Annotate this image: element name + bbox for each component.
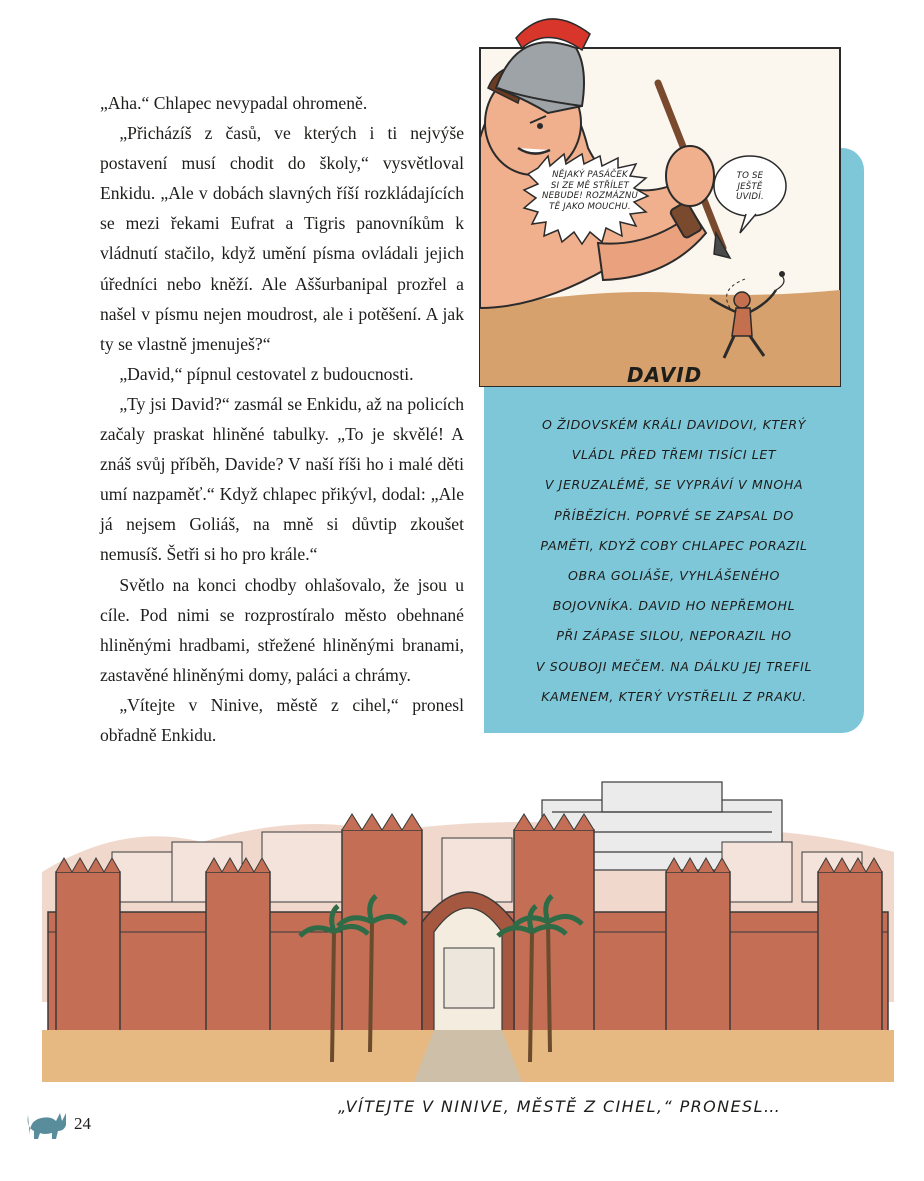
goliath-speech	[542, 170, 638, 212]
paragraph: „Vítejte v Ninive, městě z cihel,“ pronesl obřadně Enkidu.	[100, 694, 464, 745]
bubble-line: JEŠTĚ	[737, 181, 763, 192]
nineveh-city-illustration	[42, 772, 894, 1082]
goliath-david-illustration	[478, 8, 866, 388]
paragraph: Světlo na konci chodby ohlašovalo, že jsou u cíle. Pod nimi se rozprostíralo město obehnané hliněnými hradbami, střežené hliněnými branami, zastavěné hliněnými domy, paláci a chrámy.	[100, 574, 464, 685]
info-line: PAMĚTI, KDYŽ COBY CHLAPEC PORAZIL	[540, 537, 808, 553]
info-line: PŘÍBĚZÍCH. POPRVÉ SE ZAPSAL DO	[554, 507, 794, 523]
cat-icon	[24, 1101, 70, 1141]
paragraph: „Aha.“ Chlapec nevypadal ohromeně.	[100, 93, 368, 113]
page-number: 24	[74, 1114, 91, 1133]
info-line: VLÁDL PŘED TŘEMI TISÍCI LET	[571, 447, 777, 463]
david-speech	[718, 171, 782, 203]
illustration-caption: „VÍTEJTE V NINIVE, MĚSTĚ Z CIHEL,“ PRONESL…	[338, 1097, 782, 1116]
info-line: V SOUBOJI MEČEM. NA DÁLKU JEJ TREFIL	[535, 658, 813, 674]
paragraph: „Přicházíš z časů, ve kterých i ti nejvýše postavení musí chodit do školy,“ vysvětloval Enkidu. „Ale v dobách slavných říší rozkládajících se mezi řekami Eufrat a Tigris panovníkům k vládnutí stačilo, když umění písma ovládali jejich úředníci nebo kněží. Ale Aššurbanipal prozřel a našel v písmu nejen moudrost, ale i potěšení. A jak ty se vlastně jmenuješ?“	[100, 123, 464, 354]
info-line: BOJOVNÍKA. DAVID HO NEPŘEMOHL	[552, 598, 796, 614]
info-line: V JERUZALÉMĚ, SE VYPRÁVÍ V MNOHA	[544, 477, 804, 493]
info-text	[518, 410, 830, 712]
bubble-line: NĚJAKÝ PASÁČEK	[552, 170, 628, 180]
comic-panel	[478, 8, 866, 388]
bubble-line: SI ZE MĚ STŘÍLET	[550, 180, 630, 191]
bubble-line: TĚ JAKO MOUCHU.	[549, 201, 631, 212]
info-line: KAMENEM, KTERÝ VYSTŘELIL Z PRAKU.	[541, 688, 807, 704]
paragraph: „David,“ pípnul cestovatel z budoucnosti.	[119, 363, 414, 384]
info-line: PŘI ZÁPASE SILOU, NEPORAZIL HO	[556, 628, 792, 644]
paragraph: „Ty jsi David?“ zasmál se Enkidu, až na policích začaly praskat hliněné tabulky. „To je skvělé! A znáš svůj příběh, Davide? V naší říši ho i malé děti umí nazpaměť.“ Když chlapec přikývl, dodal: „Ale já nejsem Goliáš, na mně si důvtip zkoušet nemusíš. Šetři si ho pro krále.“	[100, 393, 464, 565]
david-label: DAVID	[627, 363, 703, 387]
story-text	[100, 88, 464, 750]
bubble-line: NEBUDE! ROZMÁZNU	[542, 191, 638, 202]
bubble-line: UVIDÍ.	[736, 192, 764, 203]
bubble-line: TO SE	[736, 171, 764, 181]
info-line: OBRA GOLIÁŠE, VYHLÁŠENÉHO	[567, 568, 781, 584]
info-line: O ŽIDOVSKÉM KRÁLI DAVIDOVI, KTERÝ	[541, 417, 807, 432]
